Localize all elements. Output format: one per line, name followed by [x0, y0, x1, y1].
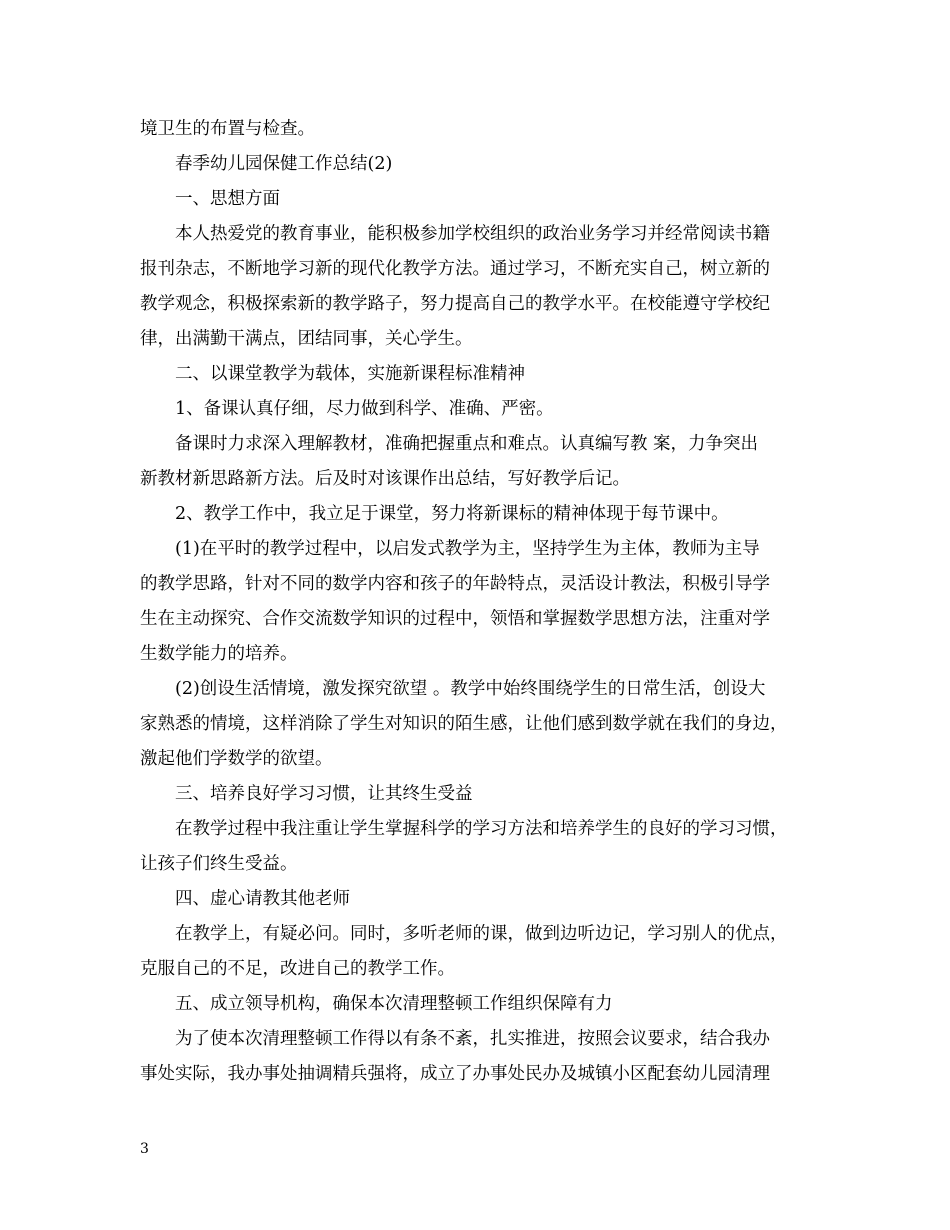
text-line: 境卫生的布置与检查。 — [140, 119, 315, 139]
text-line: 备课时力求深入理解教材，准确把握重点和难点。认真编写教 案，力争突出 — [175, 434, 759, 454]
text-line: 的教学思路，针对不同的数学内容和孩子的年龄特点，灵活设计教法，积极引导学 — [140, 574, 770, 594]
text-line: (2)创设生活情境，激发探究欲望 。教学中始终围绕学生的日常生活，创设大 — [175, 679, 766, 699]
text-line: 教学观念，积极探索新的教学路子，努力提高自己的教学水平。在校能遵守学校纪 — [140, 294, 770, 314]
text-line: 为了使本次清理整顿工作得以有条不紊，扎实推进，按照会议要求，结合我办 — [175, 1029, 770, 1049]
subheading: 2、教学工作中，我立足于课堂，努力将新课标的精神体现于每节课中。 — [175, 504, 729, 524]
text-line: 报刊杂志，不断地学习新的现代化教学方法。通过学习，不断充实自己，树立新的 — [140, 259, 770, 279]
text-line: 律，出满勤干满点，团结同事，关心学生。 — [140, 329, 473, 349]
text-line: 克服自己的不足，改进自己的教学工作。 — [140, 959, 455, 979]
text-line: 在教学上，有疑必问。同时，多听老师的课，做到边听边记，学习别人的优点， — [175, 924, 788, 944]
heading: 三、培养良好学习习惯，让其终生受益 — [175, 784, 473, 804]
heading: 四、虚心请教其他老师 — [175, 889, 350, 909]
text-line: 在教学过程中我注重让学生掌握科学的学习方法和培养学生的良好的学习习惯， — [175, 819, 788, 839]
heading: 五、成立领导机构，确保本次清理整顿工作组织保障有力 — [175, 994, 613, 1014]
document-body — [140, 112, 812, 1092]
text-line: 家熟悉的情境，这样消除了学生对知识的陌生感，让他们感到数学就在我们的身边， — [140, 714, 788, 734]
text-line: 让孩子们终生受益。 — [140, 854, 298, 874]
text-line: 事处实际，我办事处抽调精兵强将，成立了办事处民办及城镇小区配套幼儿园清理 — [140, 1064, 770, 1084]
subheading: 1、备课认真仔细，尽力做到科学、准确、严密。 — [175, 399, 554, 419]
text-line: 生在主动探究、合作交流数学知识的过程中，领悟和掌握数学思想方法，注重对学 — [140, 609, 770, 629]
text-line: (1)在平时的教学过程中，以启发式教学为主，坚持学生为主体，教师为主导 — [175, 539, 760, 559]
section-title: 春季幼儿园保健工作总结(2) — [175, 154, 393, 174]
heading: 二、以课堂教学为载体，实施新课程标准精神 — [175, 364, 525, 384]
text-line: 本人热爱党的教育事业，能积极参加学校组织的政治业务学习并经常阅读书籍 — [175, 224, 770, 244]
heading: 一、思想方面 — [175, 189, 280, 209]
text-line: 生数学能力的培养。 — [140, 644, 298, 664]
text-line: 新教材新思路新方法。后及时对该课作出总结，写好教学后记。 — [140, 469, 630, 489]
text-line: 激起他们学数学的欲望。 — [140, 749, 333, 769]
page-number: 3 — [140, 1141, 149, 1157]
